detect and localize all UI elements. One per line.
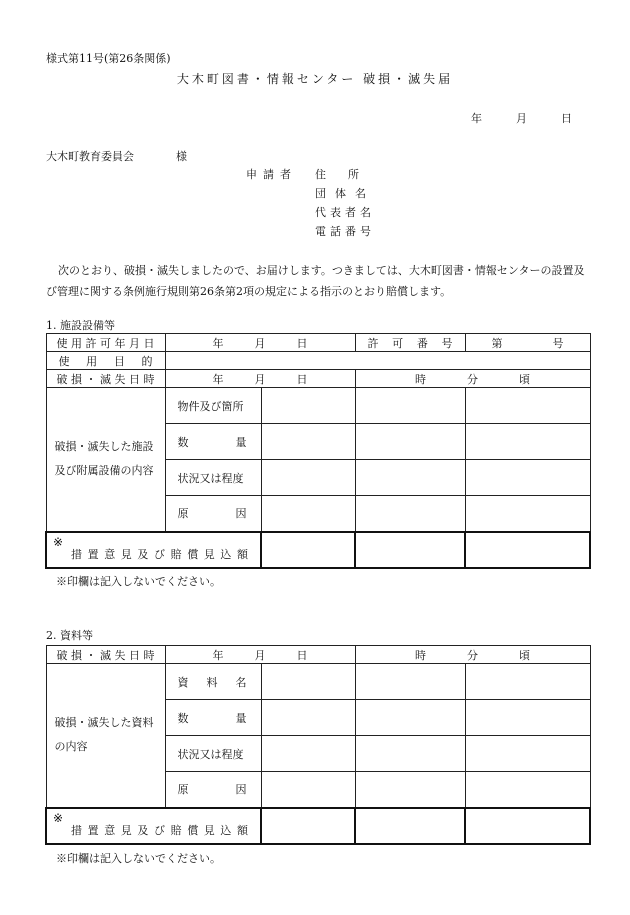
item-field[interactable]	[465, 664, 590, 700]
section1-footnote: ※印欄は記入しないでください。	[56, 575, 221, 588]
item-field[interactable]	[261, 736, 355, 772]
unit-year: 年	[212, 336, 224, 350]
unit-month: 月	[254, 648, 266, 662]
intro-text: 次のとおり、破損・滅失しましたので、お届けします。つきましては、大木町図書・情報センターの設置及び管理に関する条例施行規則第26条第2項の規定による指示のとおり賠償します。	[46, 264, 585, 298]
materials-table	[45, 645, 591, 845]
item-field[interactable]	[355, 772, 465, 808]
item-field[interactable]	[355, 736, 465, 772]
item-field[interactable]	[261, 664, 355, 700]
item-field[interactable]	[465, 700, 590, 736]
date-year: 年	[471, 112, 482, 125]
item-label-material-name: 資料名	[165, 664, 261, 700]
opinion-label: 措置意見及び賠償見込額	[71, 823, 248, 837]
opinion-field	[465, 532, 590, 568]
unit-hour: 時	[415, 372, 426, 386]
date-day: 日	[561, 112, 572, 125]
purpose-label: 使用目的	[46, 352, 165, 370]
submission-date	[471, 110, 572, 126]
unit-minute: 分	[467, 648, 478, 662]
permit-date-field[interactable]	[165, 334, 355, 352]
note-mark: ※	[53, 810, 64, 825]
item-field[interactable]	[465, 424, 590, 460]
damage-date-label: 破損・滅失日時	[46, 646, 165, 664]
unit-approx: 頃	[519, 648, 530, 662]
item-field[interactable]	[355, 496, 465, 532]
opinion-field	[465, 808, 590, 844]
item-label-cause: 原因	[165, 772, 261, 808]
material-content-label	[46, 664, 165, 808]
damage-date-label: 破損・滅失日時	[46, 370, 165, 388]
unit-year: 年	[212, 372, 224, 386]
addressee-honorific: 様	[176, 150, 187, 163]
section2-title: 2. 資料等	[46, 629, 93, 642]
applicant-phone-label: 電話番号	[315, 225, 375, 238]
unit-day: 日	[296, 372, 308, 386]
purpose-field[interactable]	[165, 352, 590, 370]
item-field[interactable]	[355, 664, 465, 700]
item-field[interactable]	[261, 772, 355, 808]
section2-footnote: ※印欄は記入しないでください。	[56, 852, 221, 865]
opinion-field	[261, 808, 355, 844]
unit-month: 月	[254, 372, 266, 386]
item-field[interactable]	[355, 424, 465, 460]
item-label-location: 物件及び箇所	[165, 388, 261, 424]
section1-title: 1. 施設設備等	[46, 319, 115, 332]
damage-time-field[interactable]	[355, 370, 590, 388]
unit-month: 月	[254, 336, 266, 350]
unit-minute: 分	[467, 372, 478, 386]
item-field[interactable]	[261, 460, 355, 496]
facility-content-label-line1: 破損・滅失した施設	[54, 440, 154, 454]
facility-table	[45, 333, 591, 569]
addressee	[46, 148, 187, 164]
opinion-label-cell	[46, 808, 261, 844]
facility-content-label	[46, 388, 165, 532]
permit-number-label: 許可番号	[355, 334, 465, 352]
opinion-field	[355, 532, 465, 568]
item-field[interactable]	[261, 496, 355, 532]
unit-day: 日	[296, 336, 308, 350]
date-month: 月	[516, 112, 527, 125]
permit-date-label: 使用許可年月日	[46, 334, 165, 352]
item-field[interactable]	[261, 700, 355, 736]
damage-time-field[interactable]	[355, 646, 590, 664]
facility-content-label-line2: 及び附属設備の内容	[54, 464, 154, 478]
item-label-quantity: 数量	[165, 700, 261, 736]
damage-date-field[interactable]	[165, 646, 355, 664]
item-field[interactable]	[465, 736, 590, 772]
applicant-group-label: 団体名	[315, 187, 375, 200]
item-field[interactable]	[261, 424, 355, 460]
unit-approx: 頃	[519, 372, 530, 386]
material-content-label-line2: の内容	[54, 740, 88, 754]
item-field[interactable]	[465, 772, 590, 808]
unit-day: 日	[296, 648, 308, 662]
material-content-label-line1: 破損・滅失した資料	[54, 716, 154, 730]
addressee-name: 大木町教育委員会	[46, 150, 134, 163]
opinion-field	[261, 532, 355, 568]
item-label-condition: 状況又は程度	[165, 736, 261, 772]
item-field[interactable]	[465, 388, 590, 424]
note-mark: ※	[53, 534, 64, 549]
opinion-field	[355, 808, 465, 844]
opinion-label: 措置意見及び賠償見込額	[71, 547, 248, 561]
form-number: 様式第11号(第26条関係)	[46, 52, 171, 65]
applicant-block	[246, 166, 381, 238]
item-field[interactable]	[261, 388, 355, 424]
damage-date-field[interactable]	[165, 370, 355, 388]
applicant-address-label: 住所	[315, 168, 381, 181]
item-label-cause: 原因	[165, 496, 261, 532]
unit-hour: 時	[415, 648, 426, 662]
item-field[interactable]	[355, 388, 465, 424]
item-label-quantity: 数量	[165, 424, 261, 460]
permit-number-prefix: 第	[491, 336, 503, 350]
item-field[interactable]	[355, 700, 465, 736]
item-field[interactable]	[355, 460, 465, 496]
item-label-condition: 状況又は程度	[165, 460, 261, 496]
permit-number-field[interactable]	[465, 334, 590, 352]
item-field[interactable]	[465, 496, 590, 532]
permit-number-suffix: 号	[552, 336, 564, 350]
applicant-representative-label: 代表者名	[315, 206, 375, 219]
unit-year: 年	[212, 648, 224, 662]
item-field[interactable]	[465, 460, 590, 496]
opinion-label-cell	[46, 532, 261, 568]
applicant-label: 申請者	[246, 168, 297, 181]
page-title: 大木町図書・情報センター 破損・滅失届	[176, 72, 454, 86]
